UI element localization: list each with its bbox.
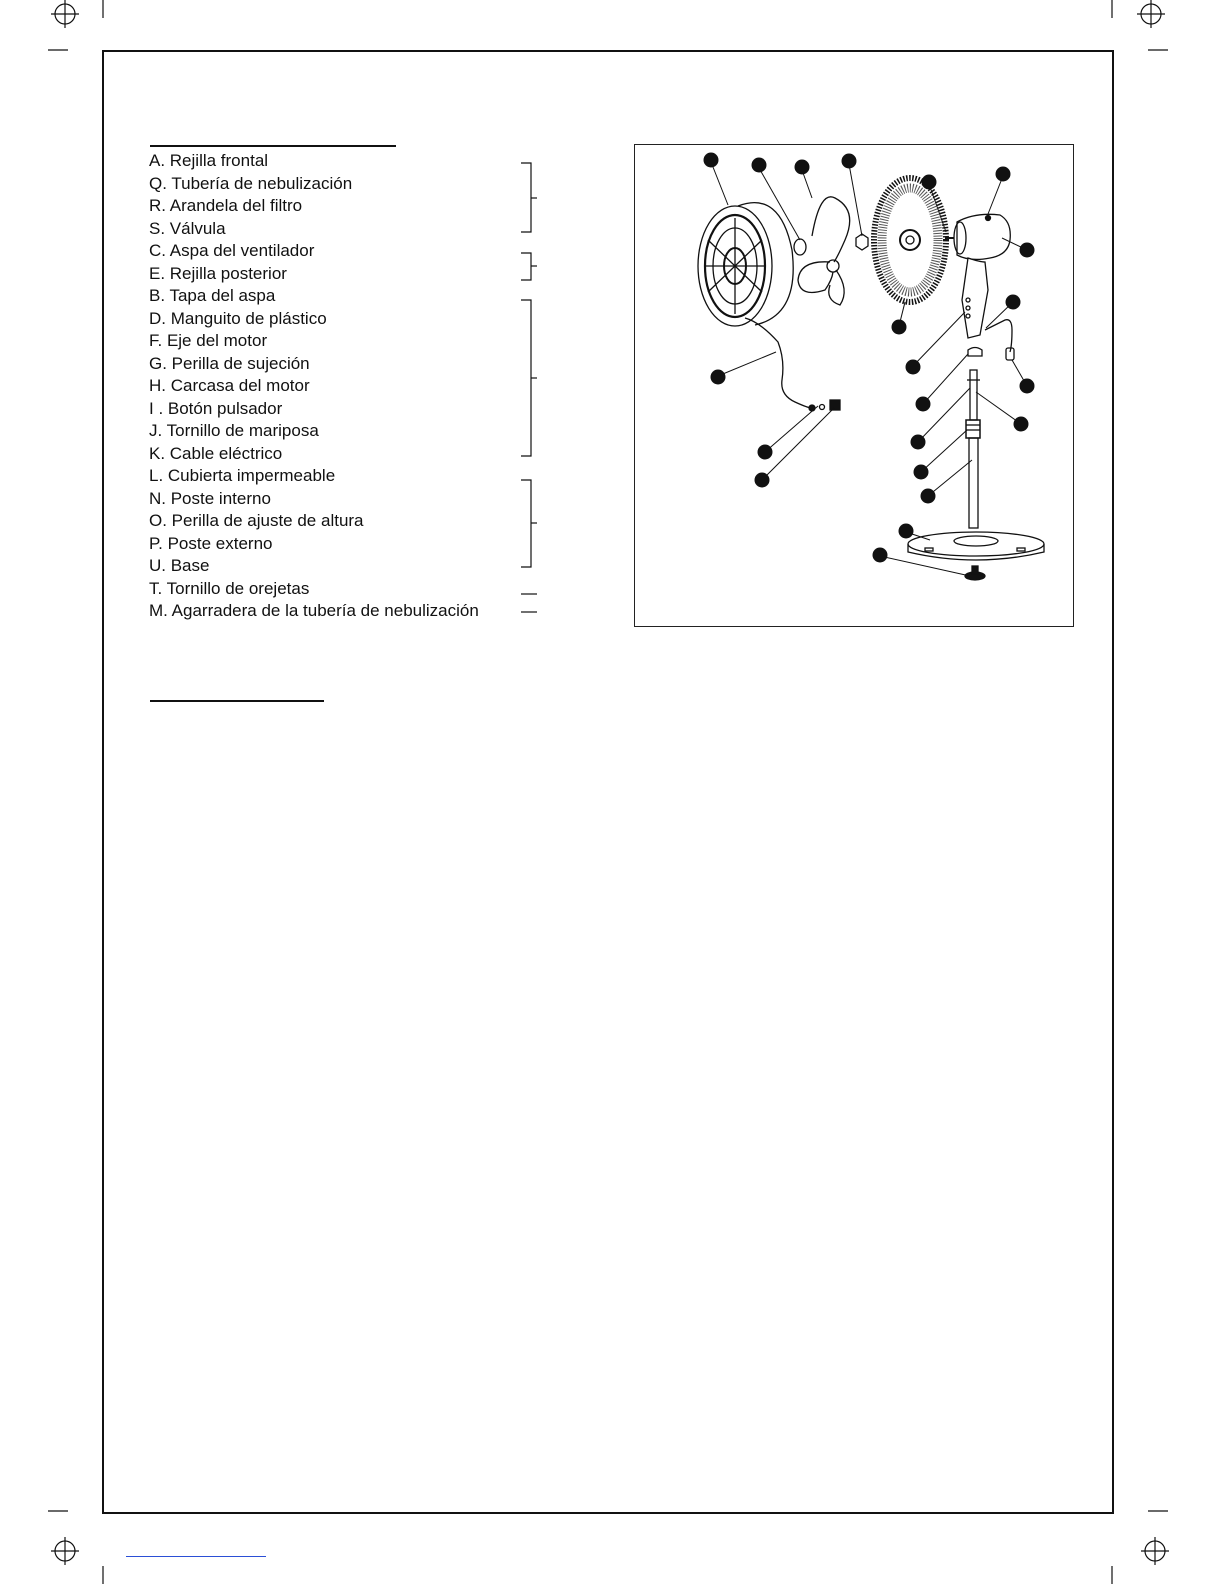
spinner-knob-drawing bbox=[856, 234, 868, 250]
part-item: Q. Tubería de nebulización bbox=[149, 173, 353, 193]
rear-grille-drawing bbox=[874, 178, 946, 302]
part-item: P. Poste externo bbox=[149, 533, 273, 553]
part-item: K. Cable eléctrico bbox=[149, 443, 283, 463]
callout-marker bbox=[922, 175, 937, 190]
part-item: A. Rejilla frontal bbox=[149, 151, 269, 170]
misting-tube-drawing bbox=[745, 318, 812, 408]
callout-marker bbox=[842, 154, 857, 169]
callout-marker bbox=[921, 489, 936, 504]
part-item: T. Tornillo de orejetas bbox=[149, 578, 310, 598]
callout-marker bbox=[704, 153, 719, 168]
part-item: M. Agarradera de la tubería de nebulización bbox=[149, 601, 479, 620]
callout-marker bbox=[755, 473, 770, 488]
footer-link-underline bbox=[126, 1556, 266, 1557]
callout-marker bbox=[1014, 417, 1029, 432]
part-item: I . Botón pulsador bbox=[149, 398, 283, 418]
part-item: F. Eje del motor bbox=[149, 331, 268, 350]
callout-marker bbox=[906, 360, 921, 375]
part-item: S. Válvula bbox=[149, 218, 226, 238]
lug-screw-drawing bbox=[965, 566, 985, 580]
motor-housing-drawing bbox=[945, 214, 1010, 338]
callout-marker bbox=[1020, 243, 1035, 258]
callout-marker bbox=[916, 397, 931, 412]
part-item: E. Rejilla posterior bbox=[149, 263, 287, 283]
part-item: L. Cubierta impermeable bbox=[149, 466, 336, 485]
part-item: D. Manguito de plástico bbox=[149, 308, 327, 328]
part-item: O. Perilla de ajuste de altura bbox=[149, 511, 364, 530]
callout-marker bbox=[914, 465, 929, 480]
callout-marker bbox=[873, 548, 888, 563]
part-item: N. Poste interno bbox=[149, 488, 271, 508]
front-grille-drawing bbox=[698, 203, 793, 326]
blade-cap-drawing bbox=[794, 239, 806, 255]
callout-marker bbox=[1006, 295, 1021, 310]
part-item: G. Perilla de sujeción bbox=[149, 353, 310, 373]
callout-marker bbox=[892, 320, 907, 335]
callout-marker bbox=[795, 160, 810, 175]
callout-marker bbox=[911, 435, 926, 450]
part-item: C. Aspa del ventilador bbox=[149, 241, 315, 260]
callout-marker bbox=[996, 167, 1011, 182]
part-item: U. Base bbox=[149, 556, 210, 575]
part-item: B. Tapa del aspa bbox=[149, 286, 276, 305]
part-item: R. Arandela del filtro bbox=[149, 196, 303, 215]
pole-drawing bbox=[955, 370, 992, 538]
callout-marker bbox=[711, 370, 726, 385]
waterproof-cover-drawing bbox=[968, 348, 982, 357]
part-item: H. Carcasa del motor bbox=[149, 376, 310, 395]
part-item: J. Tornillo de mariposa bbox=[149, 421, 319, 440]
callout-marker bbox=[752, 158, 767, 173]
callout-marker bbox=[899, 524, 914, 539]
base-drawing bbox=[908, 532, 1044, 560]
callout-marker bbox=[1020, 379, 1035, 394]
callout-marker bbox=[758, 445, 773, 460]
